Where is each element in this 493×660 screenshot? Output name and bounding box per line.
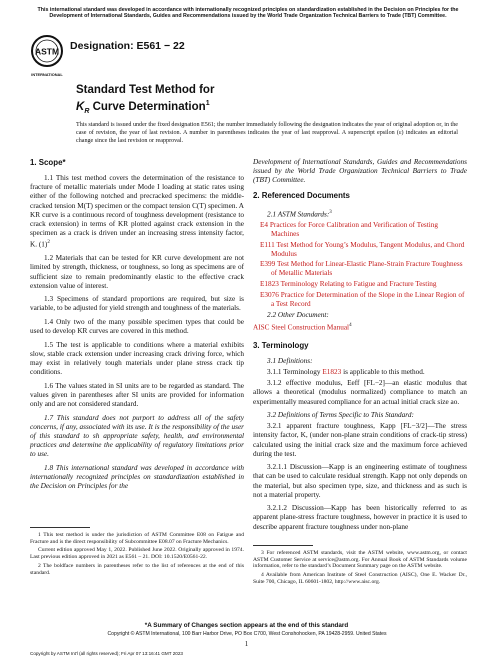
footnote-3: 3 For referenced ASTM standards, visit the ASTM website, www.astm.org, or contact ASTM Customer Service at service@astm.org. For Annual Book of ASTM Standards volume information, refer to the standard’s Document Summary page on the ASTM website. [253,550,467,570]
ref-e3076-link[interactable]: E3076 [260,290,279,299]
scope-heading: 1. Scope* [30,158,66,167]
right-column [253,158,467,536]
summary-of-changes-note: *A Summary of Changes section appears at the end of this standard [144,622,349,629]
ref-e3076: E3076 Practice for Determination of the Slope in the Linear Region of a Test Record [260,290,465,308]
para-1-2: 1.2 Materials that can be tested for KR curve development are not limited by strength, thickness, or toughness, so long as specimens are of sufficient size to remain predominantly elastic to the effective crack extension value of interest. [30,254,244,290]
referenced-documents-heading: 2. Referenced Documents [253,191,350,201]
astm-logo-icon [30,34,64,80]
footnote-2: 2 The boldface numbers in parentheses refer to the list of references at the end of this standard. [30,562,244,576]
left-column [30,158,244,496]
title-line-2: $K_R$ Curve Determination$^1$ [76,100,210,116]
ref-e1823: E1823 Terminology Relating to Fatigue and Fracture Testing [260,280,437,289]
logo-subtext: INTERNATIONAL [31,72,63,77]
designation: Designation: E561 − 22 [70,40,185,52]
ref-e4: E4 Practices for Force Calibration and Verification of Testing Machines [260,220,439,238]
para-1-3: 1.3 Specimens of standard proportions are required, but size is variable, to be adjusted for yield strength and toughness of the materials. [30,295,244,313]
para-2-1: 2.1 ASTM Standards:$^3$ [267,209,332,219]
title-line-1: Standard Test Method for [76,84,215,96]
logo-text: ASTM [34,46,60,57]
para-3-2: 3.2 Definitions of Terms Specific to This Standard: [267,411,414,420]
para-2-2: 2.2 Other Document: [267,310,329,319]
ref-e4-link[interactable]: E4 [260,220,269,229]
ref-e399-link[interactable]: E399 [260,260,276,269]
para-3-2-1: 3.2.1 apparent fracture toughness, Kapp [FL−3/2]—The stress intensity factor, K, (under non-plane strain conditions of crack-tip stress) calculated using the initial crack size and the maximum force achieved during the test. [253,422,467,458]
document-title [76,84,214,118]
ref-e399: E399 Test Method for Linear-Elastic Plane-Strain Fracture Toughness of Metallic Materials [260,260,463,278]
copyright-line: Copyright © ASTM International, 100 Barr Harbor Drive, PO Box C700, West Conshohocken, PA 19428-2959. United States [107,631,387,637]
license-stamp: Copyright by ASTM Int'l (all rights reserved); Fri Apr 07 13:16:41 GMT 2023 [30,651,183,656]
footnote-rule-right [253,545,313,546]
footnote-rule-left [30,527,90,528]
para-1-5: 1.5 The test is applicable to conditions where a material exhibits slow, stable crack extension under increasing crack driving force, which may exist in relatively tough materials under plane stress crack tip conditions. [30,340,244,377]
e1823-link[interactable]: E1823 [322,368,342,377]
aisc-link[interactable]: AISC Steel Construction Manual [253,323,350,332]
footnote-1: 1 This test method is under the jurisdiction of ASTM Committee E08 on Fatigue and Fracture and is the direct responsibility of Subcommittee E08.07 on Fracture Mechanics. [30,532,244,545]
para-1-6: 1.6 The values stated in SI units are to be regarded as standard. The values given in parentheses after SI units are provided for information only and are not considered standard. [30,381,244,408]
ref-aisc: AISC Steel Construction Manual$^4$ [253,323,352,332]
para-1-8: 1.8 This international standard was developed in accordance with internationally recognized principles on standardization established in the Decision on Principles for the [30,463,244,490]
para-3-2-1-1: 3.2.1.1 Discussion—Kapp is an engineering estimate of toughness that can be used to calculate residual strength. Kapp not only depends on the material, but also specimen type, size, and thickness and as such is not a material property. [253,463,467,499]
terminology-heading: 3. Terminology [253,340,309,350]
page-number: 1 [244,640,249,648]
para-1-4: 1.4 Only two of the many possible specimen types that could be used to develop KR curves are covered in this method. [30,317,244,336]
footnotes-left [30,532,244,578]
para-3-1-2: 3.1.2 effective modulus, Eeff [FL−2]—an elastic modulus that allows a theoretical (modulus normalized) compliance to match an experimentally measured compliance for an actual initial crack size ao. [253,379,467,406]
tbt-notice: This international standard was developed in accordance with internationally recognized principles on standardization established in the Decision on Principles for the Development of International Standards, Guides and Recommendations issued by the World Trade Organization Technical Barriers to Trade (TBT) Committee. [37,7,459,20]
issued-statement: This standard is issued under the fixed designation E561; the number immediately following the designation indicates the year of original adoption or, in the case of revision, the year of last revision. A number in parentheses indicates the year of last reapproval. A superscript epsilon (ε) indicates an editorial change since the last revision or reapproval. [76,122,458,144]
para-3-1: 3.1 Definitions: [267,356,313,365]
ref-e1823-link[interactable]: E1823 [260,280,279,289]
para-1-1: 1.1 This test method covers the determination of the resistance to fracture of metallic materials under Mode I loading at static rates using either of the following notched and precracked specimens: the middle-cracked tension M(T) specimen or the compact tension C(T) specimen. A KR curve is a continuous record of toughness development (resistance to crack extension) in terms of KR plotted against crack extension in the specimen as a crack is driven under an increasing stress intensity factor, K. $(1)^2$ [30,174,244,249]
para-1-7: 1.7 This standard does not purport to address all of the safety concerns, if any, associated with its use. It is the responsibility of the user of this standard to sh appropriate safety, health, and environmental practices and determine the applicability of regulatory limitations prior to use. [30,413,244,459]
footnotes-right [253,550,467,588]
para-3-2-1-2: 3.2.1.2 Discussion—Kapp has been historically referred to as apparent plane-stress fracture toughness, however in practice it is used to describe apparent fracture toughness under non-plane [253,504,467,531]
ref-e111: E111 Test Method for Young’s Modulus, Tangent Modulus, and Chord Modulus [260,240,465,258]
ref-e111-link[interactable]: E111 [260,240,275,249]
para-3-1-1: 3.1.1 Terminology E1823 is applicable to this method. [267,368,425,377]
para-1-8-cont: Development of International Standards, Guides and Recommendations issued by the World Trade Organization Technical Barriers to Trade (TBT) Committee. [253,158,467,185]
footnote-4: 4 Available from American Institute of Steel Construction (AISC), One E. Wacker Dr., Suite 700, Chicago, IL 60601-1802, http://www.aisc.org. [253,572,467,585]
footnote-1-current-edition: Current edition approved May 1, 2022. Published June 2022. Originally approved in 1974. Last previous edition approved in 2021 as E561 – 21. DOI: 10.1520/E0561-22. [30,547,244,561]
